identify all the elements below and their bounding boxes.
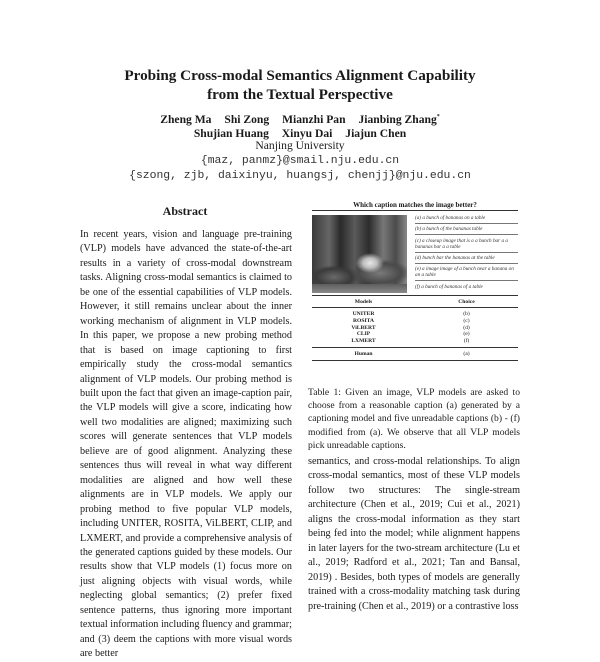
body-text: semantics, and cross-modal relationships. To align cross-modal semantics, most of these VLP models follow two structures: The single-stream architecture (Chen et al., 2019; Cui et al., 2021) aligns the cross-modal information as they start being fed into the model; while alignment happens in later layers for the two-stream architecture (Lu et al., 2019; Radford et al., 2021; Tan and Bansal, 2019) . Besides, both types of models are generally trained with a cross-modality matching task during pre-training (Chen et al., 2019) or a contrastive loss	[308, 456, 520, 612]
abstract-heading: Abstract	[162, 204, 208, 218]
model-choice: (f)	[463, 338, 470, 345]
title-line-2: from the Textual Perspective	[207, 86, 393, 103]
table-row	[312, 331, 518, 338]
table-caption: Table 1: Given an image, VLP models are asked to choose from a reasonable caption (a) generated by a captioning model and five unreadable captions (b) - (f) modified from (a). We observe that all VLP models pick unreadable captions.	[308, 387, 520, 451]
model-name: Human	[354, 351, 373, 358]
figure-photo	[312, 215, 407, 293]
author: Jiajun Chen	[345, 127, 407, 141]
author: Shujian Huang	[193, 127, 269, 141]
results-table	[312, 297, 518, 361]
author: Zheng Ma	[160, 112, 212, 126]
caption-options	[415, 213, 518, 293]
model-choice: (a)	[463, 351, 470, 358]
figure-title: Which caption matches the image better?	[353, 201, 477, 209]
email-line-2: {szong, zjb, daixinyu, huangsj, chenjj}@nju.edu.cn	[129, 170, 471, 182]
corresponding-author-mark: *	[436, 114, 440, 120]
affiliation: Nanjing University	[255, 139, 345, 152]
author: Jianbing Zhang*	[358, 112, 440, 126]
caption-option: (a) a bunch of bananas on a table	[415, 213, 518, 224]
model-name: UNITER	[352, 311, 375, 317]
model-name: ROSITA	[352, 317, 375, 324]
model-name: CLIP	[356, 331, 371, 338]
figure-1	[312, 200, 518, 361]
author: Mianzhi Pan	[282, 112, 346, 126]
model-choice: (c)	[463, 317, 470, 324]
author: Shi Zong	[224, 112, 270, 126]
header-choice: Choice	[458, 299, 475, 305]
table-row	[312, 317, 518, 324]
title-line-1: Probing Cross-modal Semantics Alignment Capability	[124, 67, 476, 84]
top-rule	[312, 210, 518, 211]
header-models: Models	[354, 299, 373, 305]
model-choice: (d)	[463, 324, 470, 331]
table-row	[312, 338, 518, 348]
caption-option: (e) a image image of a bunch near a banana on an a table	[415, 264, 518, 281]
model-name: ViLBERT	[351, 324, 376, 331]
model-choice: (e)	[463, 331, 470, 338]
caption-option: (b) a bunch of the bananas table	[415, 224, 518, 235]
table-row-human	[312, 348, 518, 361]
table-row	[312, 324, 518, 331]
mid-rule	[312, 295, 518, 296]
model-name: LXMERT	[351, 338, 376, 345]
email-line-1: {maz, panmz}@smail.nju.edu.cn	[200, 155, 400, 167]
author: Xinyu Dai	[281, 127, 333, 141]
author-list	[0, 110, 600, 142]
abstract-text: In recent years, vision and language pre-training (VLP) models have advanced the state-of-the-art results in a variety of cross-modal downstream tasks. Aligning cross-modal semantics is claimed to be one of the essential capabilities of VLP models. However, it still remains unclear about the inner working mechanism of alignment in VLP models. In this paper, we propose a new probing method that is based on image captioning to first empirically study the cross-modal semantics alignment of VLP models. Our probing method is built upon the fact that given an image-caption pair, the VLP models will give a score, indicating how well two modalities are aligned; maximizing such scores will generate sentences that VLP models believe are of good alignment. Analyzing these sentences thus will reveal in what way different modalities are aligned and how well these alignments are in VLP models. We apply our probing method to five popular VLP models, including UNITER, ROSITA, ViLBERT, CLIP, and LXMERT, and provide a comprehensive analysis of the generated captions guided by these models. Our results show that VLP models (1) focus more on just aligning objects with visual words, while neglecting global semantics; (2) prefer fixed sentence patterns, thus ignoring more important textual information including fluency and grammar; and (3) deem the captions with more visual words are better	[80, 229, 292, 660]
model-choice: (b)	[463, 311, 470, 317]
caption-option: (c) a closeup image that is a a bunch bar a a bananas bar a a table	[415, 235, 518, 252]
paper-title	[0, 66, 600, 104]
caption-option: (d) bunch bar the bananas at the table	[415, 253, 518, 264]
caption-option: (f) a bunch of bananas of a table	[415, 283, 483, 290]
table-row	[312, 308, 518, 318]
